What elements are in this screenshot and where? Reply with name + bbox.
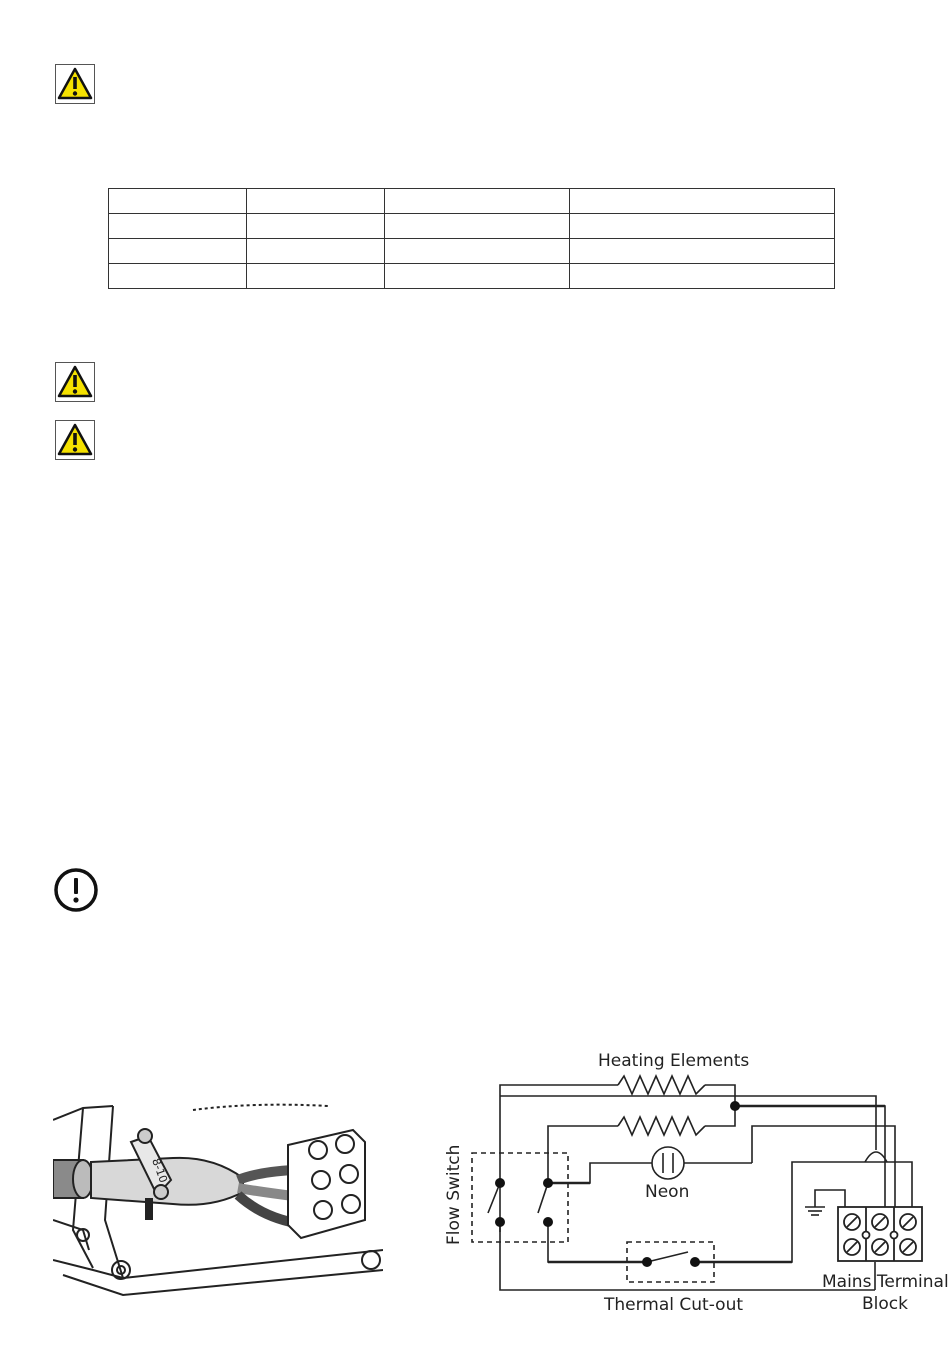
neon-label: Neon [645,1182,690,1202]
table-cell [385,214,570,239]
thermal-cutout-label: Thermal Cut-out [604,1295,744,1315]
table-row [109,214,835,239]
table-cell [247,239,385,264]
terminal-wiring-illustration [53,1100,383,1300]
table-cell [385,189,570,214]
table-cell [247,189,385,214]
table-cell [570,189,835,214]
heating-elements-label: Heating Elements [598,1051,750,1071]
mains-terminal-block-label: Block [862,1294,908,1314]
table-cell [570,264,835,289]
table-cell [570,239,835,264]
warning-triangle-icon [55,64,95,104]
table-cell [570,214,835,239]
table-cell [247,264,385,289]
clamp-label: 8-10 [149,1156,170,1185]
exclamation-circle-icon [53,867,99,913]
warning-triangle-icon [55,362,95,402]
table-cell [109,239,247,264]
table-cell [109,264,247,289]
table-cell [109,214,247,239]
table-cell [385,264,570,289]
spec-table [108,188,835,289]
table-cell [247,214,385,239]
warning-triangle-icon [55,420,95,460]
table-cell [385,239,570,264]
table-row [109,239,835,264]
table-cell [109,189,247,214]
table-row [109,264,835,289]
flow-switch-label: Flow Switch [444,1144,464,1245]
table-row [109,189,835,214]
mains-terminal-label: Mains Terminal [822,1272,949,1292]
circuit-diagram [430,1040,950,1320]
